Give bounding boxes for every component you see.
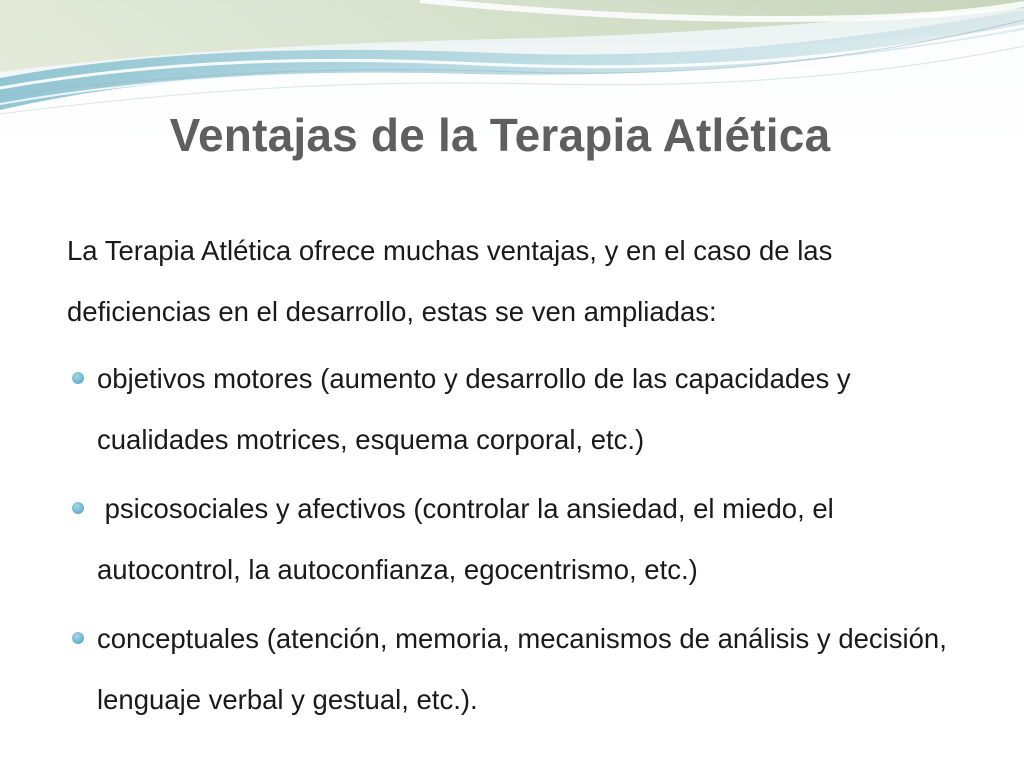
bullet-text: psicosociales y afectivos (controlar la ansiedad, el miedo, el autocontrol, la autoconfianza, egocentrismo, etc.) — [97, 493, 834, 585]
slide-body — [67, 220, 967, 738]
bullet-text: objetivos motores (aumento y desarrollo de las capacidades y cualidades motrices, esquema corporal, etc.) — [97, 363, 851, 455]
slide-title: Ventajas de la Terapia Atlética — [169, 109, 831, 161]
round-bullet-icon — [72, 372, 84, 384]
round-bullet-icon — [72, 632, 84, 644]
intro-paragraph: La Terapia Atlética ofrece muchas ventajas, y en el caso de las deficiencias en el desarrollo, estas se ven ampliadas: — [67, 235, 833, 327]
list-item — [67, 478, 967, 600]
list-item — [67, 348, 967, 470]
bullet-list — [67, 348, 967, 730]
list-item — [67, 608, 967, 730]
bullet-text: conceptuales (atención, memoria, mecanismos de análisis y decisión, lenguaje verbal y gestual, etc.). — [97, 623, 947, 715]
round-bullet-icon — [72, 502, 84, 514]
